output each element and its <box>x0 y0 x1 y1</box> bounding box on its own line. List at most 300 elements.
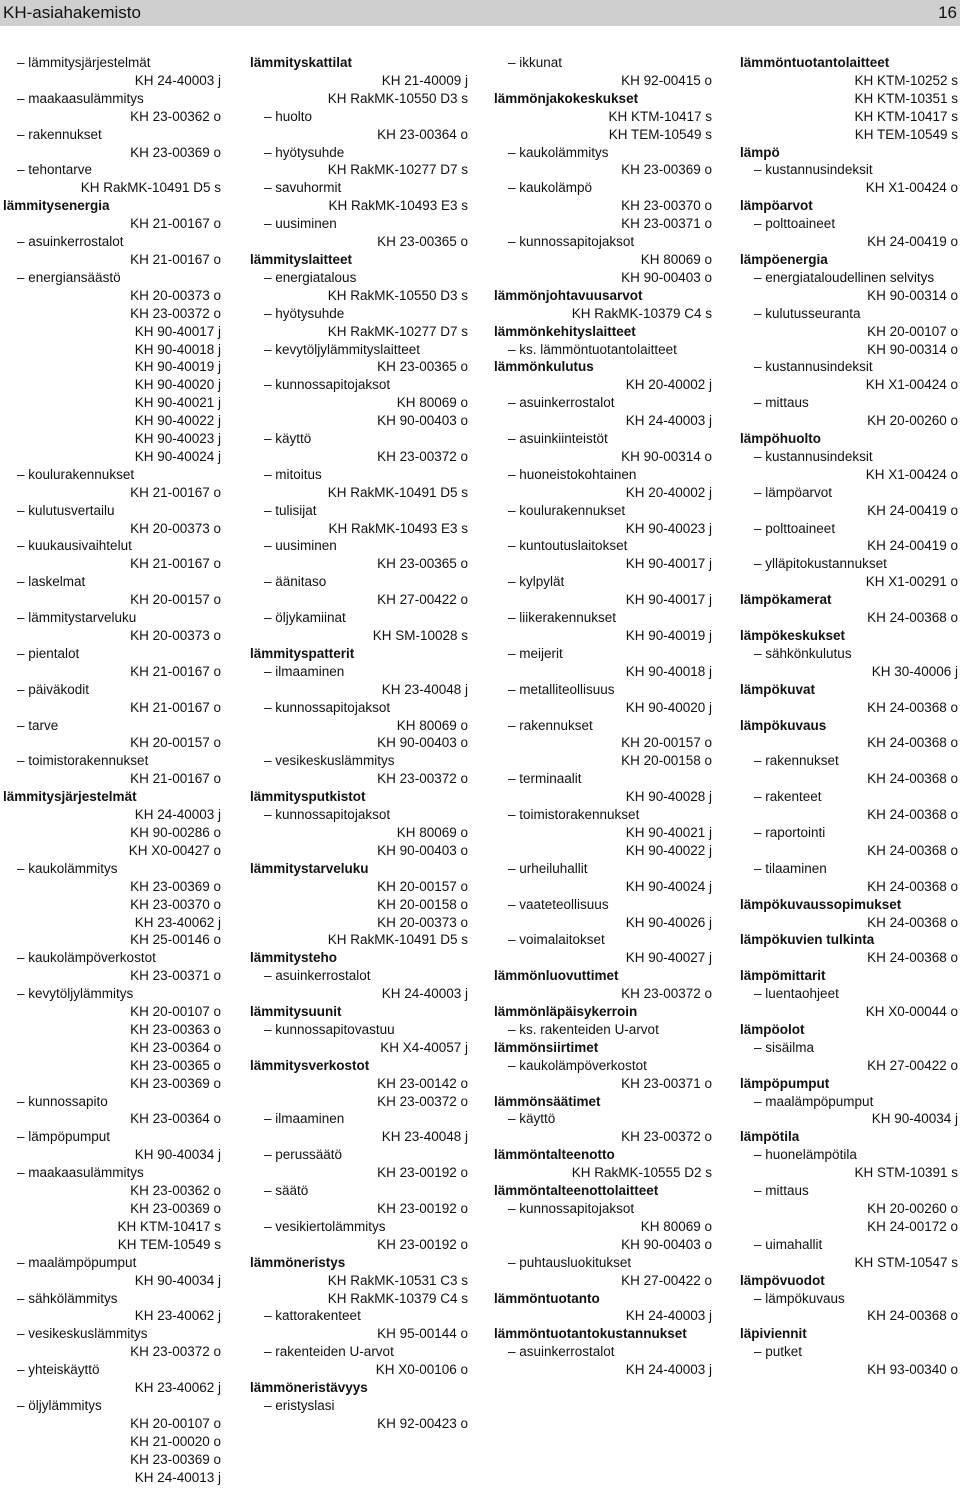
index-code: KH 90-00403 o <box>377 735 468 751</box>
index-subentry: – koulurakennukset <box>17 466 135 482</box>
index-code: KH 24-40003 j <box>134 72 221 88</box>
index-code: KH 24-40003 j <box>625 1308 712 1324</box>
index-code: KH RakMK-10493 E3 s <box>328 198 468 214</box>
index-subentry: – kunnossapitojaksot <box>508 1201 635 1216</box>
index-subentry: – kunnossapitojaksot <box>264 699 391 715</box>
index-code: KH 23-00365 o <box>130 1057 221 1073</box>
index-code: KH 24-00368 o <box>867 878 958 894</box>
index-subentry: – liikerakennukset <box>508 610 617 626</box>
index-subentry: – putket <box>754 1344 803 1360</box>
index-code: KH 23-00372 o <box>377 771 468 787</box>
index-code: KH 20-00373 o <box>130 287 221 303</box>
index-code: KH 23-00362 o <box>130 108 221 124</box>
index-code: KH TEM-10549 s <box>117 1236 221 1252</box>
index-subentry: – öljylämmitys <box>17 1397 102 1413</box>
index-keyword: lämmöntuotantolaitteet <box>740 55 890 70</box>
index-code: KH 20-00373 o <box>130 628 221 643</box>
index-code: KH 92-00415 o <box>621 72 712 88</box>
index-code: KH 23-00369 o <box>621 162 712 178</box>
index-subentry: – laskelmat <box>17 574 86 590</box>
index-subentry: – terminaalit <box>508 771 582 787</box>
index-subentry: – huoneistokohtainen <box>508 466 637 482</box>
index-subentry: – päiväkodit <box>17 681 90 697</box>
index-subentry: – vaateteollisuus <box>508 896 609 912</box>
index-subentry: – kaukolämpöverkostot <box>508 1057 647 1073</box>
index-code: KH 23-00370 o <box>621 198 712 214</box>
index-subentry: – kuntoutuslaitokset <box>508 538 628 554</box>
index-code: KH 24-40013 j <box>134 1469 221 1485</box>
index-code: KH 95-00144 o <box>377 1326 468 1342</box>
index-code: KH 21-00167 o <box>130 699 221 715</box>
index-code: KH RakMK-10379 C4 s <box>327 1290 468 1306</box>
index-subentry: – hyötysuhde <box>264 305 345 321</box>
index-code: KH 23-00371 o <box>621 216 712 232</box>
index-subentry: – kaukolämpöverkostot <box>17 950 156 966</box>
index-code: KH 90-40017 j <box>625 556 712 572</box>
index-code: KH 90-40022 j <box>134 413 221 429</box>
index-keyword: lämmönsäätimet <box>494 1093 601 1109</box>
index-code: KH 23-40062 j <box>134 1308 221 1324</box>
index-subentry: – maalämpöpumput <box>754 1093 874 1109</box>
index-column-1 <box>3 54 221 1487</box>
index-code: KH RakMK-10550 D3 s <box>327 287 468 303</box>
index-code: KH 24-00368 o <box>867 842 958 858</box>
index-keyword: lämmöntalteenottolaitteet <box>494 1183 659 1199</box>
index-column-2 <box>250 54 468 1433</box>
index-subentry: – luentaohjeet <box>754 986 839 1002</box>
index-subentry: – rakennukset <box>17 126 102 142</box>
index-code: KH 23-00372 o <box>377 448 468 464</box>
index-code: KH X1-00424 o <box>865 466 958 482</box>
index-code: KH 90-00314 o <box>867 287 958 303</box>
index-subentry: – rakenteiden U-arvot <box>264 1344 394 1360</box>
index-code: KH 90-40028 j <box>625 789 712 805</box>
index-subentry: – polttoaineet <box>754 216 836 232</box>
index-code: KH 80069 o <box>396 395 468 411</box>
index-code: KH 23-40062 j <box>134 914 221 930</box>
index-code: KH 20-40002 j <box>625 484 712 500</box>
index-code: KH 90-40023 j <box>134 431 221 447</box>
index-subentry: – energiatalous <box>264 269 357 285</box>
index-subentry: – maakaasulämmitys <box>17 1165 144 1181</box>
index-subentry: – lämpökuvaus <box>754 1290 845 1306</box>
index-subentry: – toimistorakennukset <box>508 807 640 823</box>
index-code: KH 20-00260 o <box>867 1201 958 1216</box>
index-subentry: – sähkönkulutus <box>754 645 852 661</box>
index-code: KH 20-00107 o <box>130 1004 221 1020</box>
index-keyword: lämpöhuolto <box>740 431 821 447</box>
index-code: KH 23-40048 j <box>381 1129 468 1145</box>
index-code: KH RakMK-10379 C4 s <box>571 305 712 321</box>
index-code: KH 90-40017 j <box>625 592 712 608</box>
index-subentry: – ks. rakenteiden U-arvot <box>508 1021 659 1037</box>
index-code: KH 21-00020 o <box>130 1433 221 1449</box>
index-subentry: – kustannusindeksit <box>754 448 873 464</box>
index-code: KH 90-40021 j <box>625 824 712 840</box>
index-subentry: – metalliteollisuus <box>508 681 615 697</box>
index-code: KH RakMK-10555 D2 s <box>571 1165 712 1181</box>
index-keyword: lämpömittarit <box>740 968 826 984</box>
index-code: KH 23-40048 j <box>381 681 468 697</box>
index-keyword: lämmitysputkistot <box>250 789 366 805</box>
index-code: KH RakMK-10491 D5 s <box>327 932 468 948</box>
index-code: KH 23-00364 o <box>130 1111 221 1127</box>
index-subentry: – kylpylät <box>508 574 565 590</box>
index-keyword: lämpö <box>740 144 780 160</box>
index-code: KH X0-00427 o <box>128 842 221 858</box>
index-code: KH X4-40057 j <box>380 1039 468 1055</box>
index-code: KH 24-00368 o <box>867 914 958 930</box>
index-keyword: lämpöarvot <box>740 198 813 214</box>
index-code: KH 24-40003 j <box>381 986 468 1002</box>
index-subentry: – lämmitystarveluku <box>17 610 137 626</box>
index-subentry: – sisäilma <box>754 1039 815 1055</box>
index-code: KH KTM-10417 s <box>854 108 958 124</box>
index-subentry: – rakenteet <box>754 789 822 805</box>
index-keyword: lämmönkehityslaitteet <box>494 323 636 339</box>
index-keyword: lämpökuvien tulkinta <box>740 932 875 948</box>
index-subentry: – ikkunat <box>508 55 563 70</box>
index-code: KH 90-00314 o <box>621 448 712 464</box>
index-keyword: lämmönkulutus <box>494 359 594 375</box>
index-code: KH 80069 o <box>640 251 712 267</box>
index-code: KH 24-00419 o <box>867 502 958 518</box>
index-code: KH 20-00157 o <box>130 592 221 608</box>
index-code: KH 24-40003 j <box>625 1362 712 1378</box>
index-keyword: lämmitysteho <box>250 950 338 966</box>
index-column-3 <box>494 54 712 1379</box>
index-keyword: lämmitysjärjestelmät <box>3 789 137 805</box>
index-code: KH 24-00172 o <box>867 1218 958 1234</box>
index-code: KH 23-00363 o <box>130 1021 221 1037</box>
index-subentry: – öljykamiinat <box>264 610 346 626</box>
index-code: KH 90-00403 o <box>377 842 468 858</box>
index-code: KH 90-40026 j <box>625 914 712 930</box>
index-code: KH KTM-10417 s <box>608 108 712 124</box>
index-subentry: – tilaaminen <box>754 860 827 876</box>
index-subentry: – ilmaaminen <box>264 1111 345 1127</box>
index-code: KH 90-00403 o <box>621 1236 712 1252</box>
index-keyword: lämpökuvat <box>740 681 816 697</box>
index-code: KH 20-00260 o <box>867 413 958 429</box>
index-code: KH 23-00372 o <box>621 1129 712 1145</box>
index-subentry: – voimalaitokset <box>508 932 605 948</box>
index-code: KH 90-40020 j <box>625 699 712 715</box>
index-subentry: – asuinkiinteistöt <box>508 431 608 447</box>
index-code: KH KTM-10351 s <box>854 90 958 106</box>
index-keyword: lämpökamerat <box>740 592 832 608</box>
index-code: KH 24-00368 o <box>867 610 958 626</box>
index-subentry: – maakaasulämmitys <box>17 90 144 106</box>
index-keyword: lämmönsiirtimet <box>494 1039 599 1055</box>
index-code: KH 24-00368 o <box>867 735 958 751</box>
index-code: KH 90-40020 j <box>134 377 221 393</box>
index-code: KH STM-10391 s <box>854 1165 958 1181</box>
index-code: KH 90-00314 o <box>867 341 958 357</box>
index-keyword: lämmöntuotanto <box>494 1290 600 1306</box>
index-code: KH 23-00369 o <box>130 1075 221 1091</box>
index-keyword: lämmitystarveluku <box>250 860 369 876</box>
index-code: KH 23-00365 o <box>377 234 468 250</box>
index-code: KH 23-00372 o <box>130 1344 221 1360</box>
index-code: KH 23-00362 o <box>130 1183 221 1199</box>
index-subentry: – uimahallit <box>754 1236 823 1252</box>
index-subentry: – asuinkerrostalot <box>264 968 371 984</box>
index-subentry: – mittaus <box>754 1183 809 1199</box>
index-code: KH 21-00167 o <box>130 556 221 572</box>
index-code: KH 23-00365 o <box>377 359 468 375</box>
index-code: KH 92-00423 o <box>377 1415 468 1431</box>
index-keyword: lämpöolot <box>740 1021 805 1037</box>
index-keyword: lämmöneristys <box>250 1254 346 1270</box>
index-keyword: lämmöntalteenotto <box>494 1147 615 1163</box>
index-subentry: – savuhormit <box>264 180 342 196</box>
index-subentry: – lämpöpumput <box>17 1129 111 1145</box>
index-keyword: lämpöenergia <box>740 251 828 267</box>
index-keyword: lämmityskattilat <box>250 55 353 70</box>
index-keyword: lämmöntuotantokustannukset <box>494 1326 687 1342</box>
index-subentry: – rakennukset <box>754 753 839 769</box>
index-code: KH 23-00192 o <box>377 1201 468 1216</box>
index-code: KH 24-00368 o <box>867 771 958 787</box>
index-subentry: – kunnossapitojaksot <box>508 234 635 250</box>
index-code: KH 24-00419 o <box>867 538 958 554</box>
index-subentry: – kunnossapitovastuu <box>264 1021 395 1037</box>
index-code: KH 27-00422 o <box>621 1272 712 1288</box>
index-keyword: lämmönjakokeskukset <box>494 90 639 106</box>
index-code: KH X0-00044 o <box>865 1004 958 1020</box>
index-code: KH 90-40021 j <box>134 395 221 411</box>
index-code: KH 90-40023 j <box>625 520 712 536</box>
index-subentry: – tehontarve <box>17 162 93 178</box>
index-code: KH KTM-10417 s <box>117 1218 221 1234</box>
index-subentry: – kaukolämmitys <box>508 144 609 160</box>
index-code: KH 23-00142 o <box>377 1075 468 1091</box>
index-subentry: – rakennukset <box>508 717 593 733</box>
index-code: KH 23-00192 o <box>377 1165 468 1181</box>
index-code: KH 24-40003 j <box>625 413 712 429</box>
index-code: KH 23-00369 o <box>130 878 221 894</box>
index-subentry: – toimistorakennukset <box>17 753 149 769</box>
index-keyword: lämmitysverkostot <box>250 1057 370 1073</box>
index-keyword: lämmöneristävyys <box>250 1380 368 1396</box>
index-code: KH 20-40002 j <box>625 377 712 393</box>
index-code: KH 21-00167 o <box>130 663 221 679</box>
index-keyword: lämmitysenergia <box>3 198 110 214</box>
index-subentry: – tarve <box>17 717 59 733</box>
index-code: KH KTM-10252 s <box>854 72 958 88</box>
index-code: KH 21-00167 o <box>130 251 221 267</box>
index-column-4 <box>740 54 958 1379</box>
index-subentry: – vesikeskuslämmitys <box>264 753 395 769</box>
page-number: 16 <box>938 3 957 22</box>
index-subentry: – uusiminen <box>264 216 337 232</box>
index-code: KH 90-40034 j <box>871 1111 958 1127</box>
index-code: KH RakMK-10277 D7 s <box>327 323 468 339</box>
index-code: KH 20-00157 o <box>621 735 712 751</box>
index-subentry: – urheiluhallit <box>508 860 588 876</box>
index-subentry: – puhtausluokitukset <box>508 1254 632 1270</box>
index-code: KH 23-40062 j <box>134 1380 221 1396</box>
index-subentry: – ilmaaminen <box>264 663 345 679</box>
index-code: KH 23-00364 o <box>377 126 468 142</box>
index-subentry: – asuinkerrostalot <box>508 1344 615 1360</box>
index-code: KH 24-00368 o <box>867 1308 958 1324</box>
index-subentry: – kaukolämmitys <box>17 860 118 876</box>
index-code: KH 20-00373 o <box>130 520 221 536</box>
index-code: KH X1-00424 o <box>865 180 958 196</box>
index-subentry: – uusiminen <box>264 538 337 554</box>
index-subentry: – asuinkerrostalot <box>17 234 124 250</box>
index-keyword: lämmitysuunit <box>250 1004 342 1020</box>
index-code: KH 23-00372 o <box>130 305 221 321</box>
index-code: KH 90-40024 j <box>134 448 221 464</box>
index-code: KH 25-00146 o <box>130 932 221 948</box>
index-subentry: – yhteiskäyttö <box>17 1362 100 1378</box>
index-subentry: – käyttö <box>508 1111 556 1127</box>
index-code: KH 80069 o <box>396 824 468 840</box>
index-code: KH RakMK-10491 D5 s <box>327 484 468 500</box>
index-subentry: – hyötysuhde <box>264 144 345 160</box>
index-code: KH 23-00365 o <box>377 556 468 572</box>
index-code: KH 24-00368 o <box>867 950 958 966</box>
index-keyword: lämmönluovuttimet <box>494 968 619 984</box>
index-code: KH 80069 o <box>396 717 468 733</box>
index-code: KH 23-00371 o <box>130 968 221 984</box>
index-code: KH RakMK-10531 C3 s <box>327 1272 468 1288</box>
index-subentry: – eristyslasi <box>264 1397 335 1413</box>
index-code: KH TEM-10549 s <box>608 126 712 142</box>
index-code: KH 23-00369 o <box>130 144 221 160</box>
index-code: KH 90-40017 j <box>134 323 221 339</box>
index-subentry: – kaukolämpö <box>508 180 593 196</box>
index-code: KH X1-00424 o <box>865 377 958 393</box>
index-keyword: lämpöpumput <box>740 1075 830 1091</box>
index-subentry: – kattorakenteet <box>264 1308 361 1324</box>
index-code: KH RakMK-10491 D5 s <box>80 180 221 196</box>
index-code: KH 90-40018 j <box>134 341 221 357</box>
index-code: KH 80069 o <box>640 1218 712 1234</box>
index-code: KH 93-00340 o <box>867 1362 958 1378</box>
index-subentry: – vesikeskuslämmitys <box>17 1326 148 1342</box>
index-subentry: – maalämpöpumput <box>17 1254 137 1270</box>
index-code: KH 27-00422 o <box>377 592 468 608</box>
index-subentry: – huolto <box>264 108 313 124</box>
index-code: KH 20-00107 o <box>130 1415 221 1431</box>
index-subentry: – koulurakennukset <box>508 502 626 518</box>
index-code: KH 20-00373 o <box>377 914 468 930</box>
index-code: KH RakMK-10277 D7 s <box>327 162 468 178</box>
index-code: KH 90-40034 j <box>134 1147 221 1163</box>
index-code: KH 90-00403 o <box>377 413 468 429</box>
index-keyword: läpiviennit <box>740 1326 807 1342</box>
index-subentry: – äänitaso <box>264 574 327 590</box>
index-subentry: – tulisijat <box>264 502 317 518</box>
index-code: KH 90-40034 j <box>134 1272 221 1288</box>
index-subentry: – kevytöljylämmityslaitteet <box>264 341 421 357</box>
index-code: KH 20-00158 o <box>621 753 712 769</box>
index-code: KH RakMK-10550 D3 s <box>327 90 468 106</box>
index-code: KH 90-40019 j <box>134 359 221 375</box>
index-subentry: – meijerit <box>508 645 563 661</box>
index-subentry: – mittaus <box>754 395 809 411</box>
index-code: KH 90-40022 j <box>625 842 712 858</box>
index-code: KH 30-40006 j <box>871 663 958 679</box>
index-subentry: – kulutusseuranta <box>754 305 861 321</box>
index-subentry: – perussäätö <box>264 1147 343 1163</box>
index-keyword: lämpökuvaussopimukset <box>740 896 902 912</box>
index-subentry: – ylläpitokustannukset <box>754 556 887 572</box>
index-code: KH TEM-10549 s <box>854 126 958 142</box>
index-code: KH 23-00370 o <box>130 896 221 912</box>
index-keyword: lämpövuodot <box>740 1272 825 1288</box>
index-code: KH 90-40019 j <box>625 628 712 643</box>
index-subentry: – lämmitysjärjestelmät <box>17 55 151 70</box>
index-code: KH X0-00106 o <box>375 1362 468 1378</box>
index-code: KH 23-00371 o <box>621 1075 712 1091</box>
index-keyword: lämpökuvaus <box>740 717 827 733</box>
index-subentry: – kulutusvertailu <box>17 502 115 518</box>
index-code: KH 21-00167 o <box>130 771 221 787</box>
index-code: KH 21-00167 o <box>130 216 221 232</box>
index-code: KH STM-10547 s <box>854 1254 958 1270</box>
index-code: KH X1-00291 o <box>865 574 958 590</box>
index-code: KH 27-00422 o <box>867 1057 958 1073</box>
index-code: KH 23-00364 o <box>130 1039 221 1055</box>
index-subentry: – ks. lämmöntuotantolaitteet <box>508 341 677 357</box>
index-code: KH 23-00372 o <box>621 986 712 1002</box>
index-subentry: – kunnossapitojaksot <box>264 377 391 393</box>
index-code: KH 90-40018 j <box>625 663 712 679</box>
index-code: KH 24-40003 j <box>134 807 221 823</box>
page-title: KH-asiahakemisto <box>3 3 141 22</box>
index-subentry: – kustannusindeksit <box>754 162 873 178</box>
index-code: KH 20-00157 o <box>130 735 221 751</box>
index-subentry: – asuinkerrostalot <box>508 395 615 411</box>
index-code: KH 20-00157 o <box>377 878 468 894</box>
index-subentry: – vesikiertolämmitys <box>264 1218 386 1234</box>
index-subentry: – lämpöarvot <box>754 484 833 500</box>
index-keyword: lämmityspatterit <box>250 645 355 661</box>
index-code: KH 90-00286 o <box>130 824 221 840</box>
page-header <box>0 0 960 26</box>
index-code: KH 23-00192 o <box>377 1236 468 1252</box>
index-subentry: – kuukausivaihtelut <box>17 538 132 554</box>
index-code: KH 20-00158 o <box>377 896 468 912</box>
index-subentry: – huonelämpötila <box>754 1147 857 1163</box>
index-subentry: – mitoitus <box>264 466 322 482</box>
index-subentry: – raportointi <box>754 824 826 840</box>
index-subentry: – kunnossapito <box>17 1093 108 1109</box>
index-code: KH 90-40024 j <box>625 878 712 894</box>
index-subentry: – kevytöljylämmitys <box>17 986 134 1002</box>
index-code: KH 21-00167 o <box>130 484 221 500</box>
index-code: KH RakMK-10493 E3 s <box>328 520 468 536</box>
index-subentry: – energiataloudellinen selvitys <box>754 269 935 285</box>
index-keyword: lämpötila <box>740 1129 800 1145</box>
index-code: KH 23-00369 o <box>130 1201 221 1216</box>
index-subentry: – säätö <box>264 1183 309 1199</box>
index-keyword: lämmityslaitteet <box>250 251 353 267</box>
index-keyword: lämmönläpäisykerroin <box>494 1004 638 1020</box>
index-subentry: – sähkölämmitys <box>17 1290 118 1306</box>
index-subentry: – polttoaineet <box>754 520 836 536</box>
index-subentry: – kustannusindeksit <box>754 359 873 375</box>
index-code: KH SM-10028 s <box>372 628 468 643</box>
index-subentry: – käyttö <box>264 431 312 447</box>
index-code: KH 23-00369 o <box>130 1451 221 1467</box>
index-keyword: lämmönjohtavuusarvot <box>494 287 643 303</box>
